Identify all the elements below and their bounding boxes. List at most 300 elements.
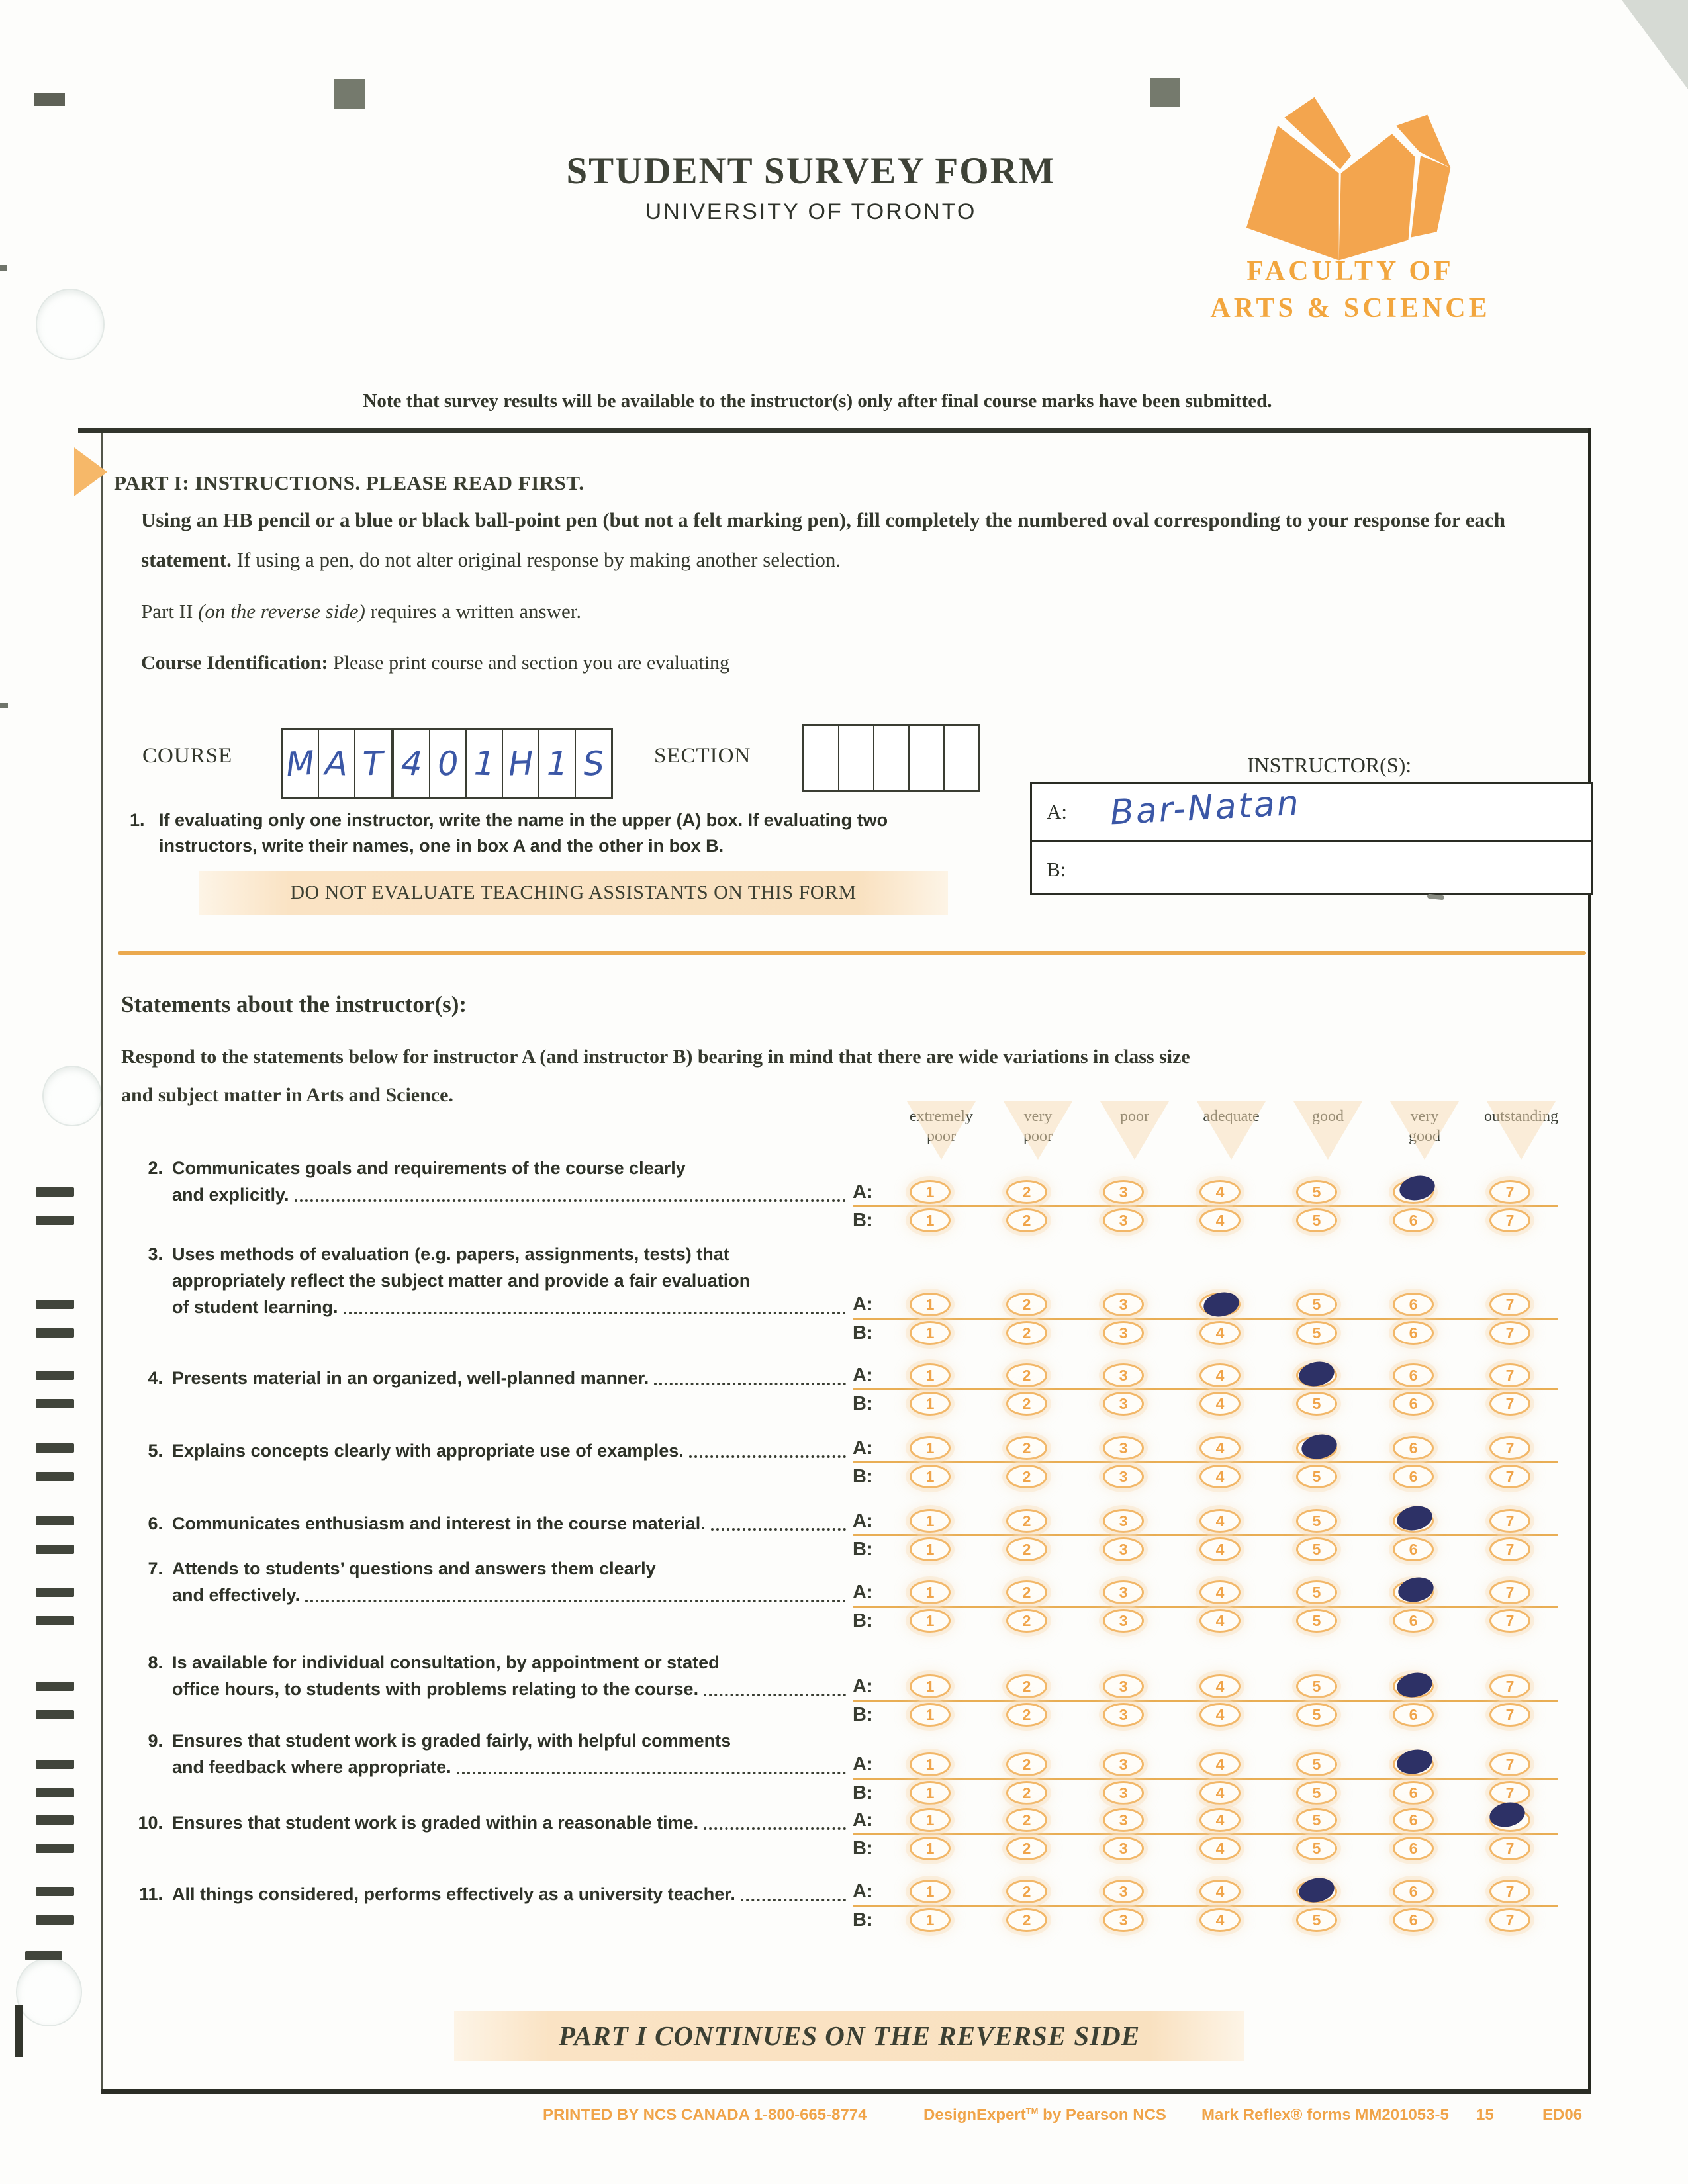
response-oval-a-7[interactable] <box>1489 1752 1530 1776</box>
response-oval-b-3[interactable] <box>1103 1609 1144 1633</box>
response-oval-a-6[interactable] <box>1393 1436 1434 1460</box>
oval-number: 6 <box>1409 1706 1418 1723</box>
timing-mark <box>36 1760 74 1769</box>
oval-number: 3 <box>1119 1512 1128 1529</box>
response-oval-b-2[interactable] <box>1006 1837 1047 1860</box>
response-oval-cell[interactable] <box>1172 1702 1268 1728</box>
response-oval-cell[interactable] <box>1268 1780 1365 1806</box>
response-oval-b-6[interactable] <box>1393 1703 1434 1727</box>
response-oval-b-1[interactable] <box>910 1392 951 1416</box>
response-oval-cell[interactable] <box>1462 1362 1558 1388</box>
response-oval-cell[interactable] <box>1075 1907 1172 1933</box>
response-oval-cell[interactable] <box>1172 1179 1268 1205</box>
response-oval-b-4[interactable] <box>1199 1781 1241 1805</box>
response-oval-b-7[interactable] <box>1489 1392 1530 1416</box>
response-oval-a-5[interactable] <box>1296 1674 1337 1698</box>
response-oval-b-7[interactable] <box>1489 1465 1530 1488</box>
response-oval-cell[interactable] <box>978 1780 1075 1806</box>
response-oval-cell[interactable] <box>1075 1207 1172 1234</box>
response-oval-cell[interactable] <box>1172 1435 1268 1461</box>
response-oval-b-1[interactable] <box>910 1208 951 1232</box>
response-oval-cell[interactable] <box>1462 1179 1558 1205</box>
response-oval-b-1[interactable] <box>910 1321 951 1345</box>
response-oval-cell[interactable] <box>1365 1673 1462 1700</box>
response-oval-cell[interactable] <box>1365 1702 1462 1728</box>
response-oval-a-4[interactable] <box>1199 1180 1241 1204</box>
course-box-cell[interactable] <box>467 730 503 797</box>
course-box-cell[interactable] <box>355 730 394 797</box>
section-boxes[interactable] <box>802 724 980 792</box>
response-oval-cell[interactable] <box>1462 1435 1558 1461</box>
timing-mark <box>36 1887 74 1896</box>
response-oval-b-1[interactable] <box>910 1703 951 1727</box>
section-box-cell[interactable] <box>945 726 978 790</box>
response-oval-cell[interactable] <box>882 1835 978 1862</box>
response-oval-cell[interactable] <box>1365 1878 1462 1905</box>
rating-row-b <box>853 1390 1558 1417</box>
response-oval-cell[interactable] <box>1365 1390 1462 1417</box>
response-oval-a-6[interactable] <box>1393 1808 1434 1832</box>
response-oval-cell[interactable] <box>1268 1390 1365 1417</box>
response-oval-cell[interactable] <box>1462 1463 1558 1490</box>
response-oval-cell[interactable] <box>1172 1807 1268 1833</box>
response-oval-cell[interactable] <box>1075 1751 1172 1778</box>
response-oval-b-5[interactable] <box>1296 1908 1337 1932</box>
response-oval-a-1[interactable] <box>910 1808 951 1832</box>
response-oval-b-7[interactable] <box>1489 1908 1530 1932</box>
response-oval-cell[interactable] <box>1365 1751 1462 1778</box>
response-oval-b-7[interactable] <box>1489 1609 1530 1633</box>
response-oval-b-7[interactable] <box>1489 1703 1530 1727</box>
response-oval-cell[interactable] <box>1268 1291 1365 1318</box>
hole-punch <box>16 1958 82 2026</box>
response-oval-cell[interactable] <box>1075 1463 1172 1490</box>
response-oval-cell[interactable] <box>882 1673 978 1700</box>
response-oval-b-6[interactable] <box>1393 1908 1434 1932</box>
response-oval-b-7[interactable] <box>1489 1321 1530 1345</box>
response-oval-b-1[interactable] <box>910 1781 951 1805</box>
response-oval-cell[interactable] <box>1365 1435 1462 1461</box>
response-oval-cell[interactable] <box>882 1179 978 1205</box>
response-oval-cell[interactable] <box>1365 1463 1462 1490</box>
course-box-cell[interactable] <box>539 730 576 797</box>
course-boxes[interactable] <box>281 728 613 799</box>
response-oval-cell[interactable] <box>1365 1579 1462 1606</box>
response-oval-b-5[interactable] <box>1296 1837 1337 1860</box>
response-oval-cell[interactable] <box>1172 1390 1268 1417</box>
oval-number: 3 <box>1119 1439 1128 1457</box>
response-oval-cell[interactable] <box>1075 1390 1172 1417</box>
response-oval-a-2[interactable] <box>1006 1808 1047 1832</box>
response-oval-b-2[interactable] <box>1006 1392 1047 1416</box>
response-oval-a-3[interactable] <box>1103 1580 1144 1604</box>
response-oval-a-2[interactable] <box>1006 1880 1047 1903</box>
section-box-cell[interactable] <box>910 726 945 790</box>
response-oval-cell[interactable] <box>1075 1702 1172 1728</box>
response-oval-a-1[interactable] <box>910 1293 951 1316</box>
response-oval-b-4[interactable] <box>1199 1609 1241 1633</box>
row-b-label: B: <box>853 1782 873 1803</box>
scale-label: very good <box>1409 1108 1440 1145</box>
scale-label: adequate <box>1203 1108 1260 1125</box>
response-oval-a-1[interactable] <box>910 1580 951 1604</box>
response-oval-cell[interactable] <box>1075 1291 1172 1318</box>
response-oval-a-5[interactable] <box>1296 1509 1337 1533</box>
response-oval-cell[interactable] <box>978 1608 1075 1634</box>
response-oval-a-4[interactable] <box>1199 1808 1241 1832</box>
response-oval-a-4[interactable] <box>1199 1509 1241 1533</box>
response-oval-b-7[interactable] <box>1489 1781 1530 1805</box>
response-oval-cell[interactable] <box>1462 1390 1558 1417</box>
response-oval-cell[interactable] <box>1268 1463 1365 1490</box>
response-oval-cell[interactable] <box>1365 1207 1462 1234</box>
response-oval-b-2[interactable] <box>1006 1703 1047 1727</box>
response-oval-a-1[interactable] <box>910 1180 951 1204</box>
response-oval-a-7[interactable] <box>1489 1880 1530 1903</box>
response-oval-cell[interactable] <box>1172 1362 1268 1388</box>
response-oval-cell[interactable] <box>1365 1907 1462 1933</box>
response-oval-b-7[interactable] <box>1489 1837 1530 1860</box>
response-oval-cell[interactable] <box>978 1390 1075 1417</box>
response-oval-b-3[interactable] <box>1103 1837 1144 1860</box>
response-oval-cell[interactable] <box>1075 1179 1172 1205</box>
response-oval-cell[interactable] <box>1268 1435 1365 1461</box>
response-oval-cell[interactable] <box>1075 1835 1172 1862</box>
response-oval-a-2[interactable] <box>1006 1293 1047 1316</box>
response-oval-a-1[interactable] <box>910 1752 951 1776</box>
response-oval-b-2[interactable] <box>1006 1208 1047 1232</box>
response-oval-cell[interactable] <box>882 1320 978 1346</box>
response-oval-b-6[interactable] <box>1393 1781 1434 1805</box>
question-text-last-line: Ensures that student work is graded within a reasonable time. <box>172 1813 699 1833</box>
response-oval-cell[interactable] <box>978 1835 1075 1862</box>
response-oval-a-2[interactable] <box>1006 1580 1047 1604</box>
response-oval-cell[interactable] <box>1462 1807 1558 1833</box>
response-oval-b-6[interactable] <box>1393 1837 1434 1860</box>
response-oval-b-3[interactable] <box>1103 1781 1144 1805</box>
response-oval-cell[interactable] <box>1462 1835 1558 1862</box>
response-oval-b-6[interactable] <box>1393 1609 1434 1633</box>
response-oval-b-6[interactable] <box>1393 1321 1434 1345</box>
response-oval-cell[interactable] <box>1462 1508 1558 1534</box>
response-oval-cell[interactable] <box>1172 1780 1268 1806</box>
response-oval-a-2[interactable] <box>1006 1363 1047 1387</box>
instructor-b-row[interactable] <box>1032 842 1591 893</box>
response-oval-cell[interactable] <box>1268 1673 1365 1700</box>
oval-number: 1 <box>925 1839 935 1857</box>
section-box-cell[interactable] <box>839 726 874 790</box>
course-box-cell[interactable] <box>503 730 539 797</box>
oval-number: 7 <box>1505 1439 1515 1457</box>
response-oval-a-1[interactable] <box>910 1880 951 1903</box>
response-oval-a-5[interactable] <box>1296 1293 1337 1316</box>
response-oval-cell[interactable] <box>1462 1673 1558 1700</box>
response-oval-cell[interactable] <box>1365 1291 1462 1318</box>
response-oval-b-5[interactable] <box>1296 1609 1337 1633</box>
response-oval-b-3[interactable] <box>1103 1392 1144 1416</box>
statements-intro-line2: and subject matter in Arts and Science. <box>121 1084 453 1106</box>
response-oval-cell[interactable] <box>978 1207 1075 1234</box>
response-oval-a-5[interactable] <box>1296 1580 1337 1604</box>
response-oval-b-5[interactable] <box>1296 1208 1337 1232</box>
response-oval-cell[interactable] <box>1172 1673 1268 1700</box>
response-oval-b-2[interactable] <box>1006 1781 1047 1805</box>
response-oval-a-3[interactable] <box>1103 1363 1144 1387</box>
response-oval-a-4[interactable] <box>1199 1363 1241 1387</box>
response-oval-cell[interactable] <box>1462 1291 1558 1318</box>
response-oval-b-5[interactable] <box>1296 1781 1337 1805</box>
response-oval-cell[interactable] <box>882 1435 978 1461</box>
response-oval-cell[interactable] <box>1172 1907 1268 1933</box>
response-oval-a-7[interactable] <box>1489 1293 1530 1316</box>
watermark-triangle <box>1004 1101 1072 1160</box>
response-oval-a-5[interactable] <box>1296 1180 1337 1204</box>
response-oval-cell[interactable] <box>1462 1320 1558 1346</box>
response-oval-cell[interactable] <box>1172 1207 1268 1234</box>
response-oval-cell[interactable] <box>1462 1751 1558 1778</box>
course-box-cell[interactable] <box>394 730 430 797</box>
response-oval-b-6[interactable] <box>1393 1208 1434 1232</box>
response-oval-a-4[interactable] <box>1199 1752 1241 1776</box>
course-box-cell[interactable] <box>576 730 611 797</box>
response-oval-b-2[interactable] <box>1006 1465 1047 1488</box>
response-oval-cell[interactable] <box>1268 1878 1365 1905</box>
response-oval-b-5[interactable] <box>1296 1392 1337 1416</box>
response-oval-a-3[interactable] <box>1103 1808 1144 1832</box>
response-oval-cell[interactable] <box>1172 1508 1268 1534</box>
response-oval-b-2[interactable] <box>1006 1609 1047 1633</box>
response-oval-b-7[interactable] <box>1489 1208 1530 1232</box>
response-oval-cell[interactable] <box>1365 1807 1462 1833</box>
response-oval-a-2[interactable] <box>1006 1509 1047 1533</box>
response-oval-cell[interactable] <box>1268 1835 1365 1862</box>
response-oval-b-3[interactable] <box>1103 1208 1144 1232</box>
watermark-triangle <box>1487 1101 1556 1160</box>
response-oval-a-2[interactable] <box>1006 1674 1047 1698</box>
response-oval-a-2[interactable] <box>1006 1436 1047 1460</box>
response-oval-a-1[interactable] <box>910 1674 951 1698</box>
section-box-cell[interactable] <box>874 726 910 790</box>
response-oval-a-2[interactable] <box>1006 1752 1047 1776</box>
response-oval-cell[interactable] <box>1075 1673 1172 1700</box>
question-text-line: Attends to students’ questions and answers them clearly <box>172 1559 656 1578</box>
response-oval-a-3[interactable] <box>1103 1752 1144 1776</box>
response-oval-cell[interactable] <box>882 1702 978 1728</box>
response-oval-cell[interactable] <box>1172 1291 1268 1318</box>
response-oval-cell[interactable] <box>1268 1579 1365 1606</box>
response-oval-cell[interactable] <box>978 1362 1075 1388</box>
response-oval-cell[interactable] <box>978 1702 1075 1728</box>
response-oval-cell[interactable] <box>1075 1362 1172 1388</box>
response-oval-cell[interactable] <box>882 1807 978 1833</box>
response-oval-cell[interactable] <box>978 1463 1075 1490</box>
response-oval-cell[interactable] <box>1075 1807 1172 1833</box>
response-oval-a-4[interactable] <box>1199 1880 1241 1903</box>
timing-mark <box>36 1682 74 1691</box>
response-oval-b-4[interactable] <box>1199 1465 1241 1488</box>
response-oval-cell[interactable] <box>1172 1878 1268 1905</box>
response-oval-cell[interactable] <box>1268 1702 1365 1728</box>
course-box-cell[interactable] <box>319 730 355 797</box>
response-oval-cell[interactable] <box>882 1751 978 1778</box>
response-oval-cell[interactable] <box>1172 1463 1268 1490</box>
response-oval-a-7[interactable] <box>1489 1674 1530 1698</box>
response-oval-a-2[interactable] <box>1006 1180 1047 1204</box>
response-oval-b-4[interactable] <box>1199 1908 1241 1932</box>
response-oval-a-3[interactable] <box>1103 1509 1144 1533</box>
response-oval-cell[interactable] <box>978 1179 1075 1205</box>
response-oval-cell[interactable] <box>1075 1878 1172 1905</box>
response-oval-cell[interactable] <box>882 1362 978 1388</box>
response-oval-cell[interactable] <box>882 1207 978 1234</box>
response-oval-cell[interactable] <box>1172 1751 1268 1778</box>
response-oval-cell[interactable] <box>978 1435 1075 1461</box>
response-oval-cell[interactable] <box>978 1291 1075 1318</box>
response-oval-cell[interactable] <box>882 1878 978 1905</box>
response-oval-cell[interactable] <box>1075 1579 1172 1606</box>
response-oval-a-4[interactable] <box>1199 1436 1241 1460</box>
response-oval-b-5[interactable] <box>1296 1703 1337 1727</box>
response-oval-b-1[interactable] <box>910 1837 951 1860</box>
response-oval-a-1[interactable] <box>910 1436 951 1460</box>
response-oval-a-7[interactable] <box>1489 1509 1530 1533</box>
instructor-a-row[interactable] <box>1032 784 1591 840</box>
response-oval-b-3[interactable] <box>1103 1465 1144 1488</box>
response-oval-cell[interactable] <box>882 1907 978 1933</box>
response-oval-cell[interactable] <box>978 1907 1075 1933</box>
section-box-cell[interactable] <box>804 726 839 790</box>
response-oval-a-4[interactable] <box>1199 1580 1241 1604</box>
response-oval-a-5[interactable] <box>1296 1752 1337 1776</box>
response-oval-cell[interactable] <box>1462 1702 1558 1728</box>
response-oval-cell[interactable] <box>1268 1207 1365 1234</box>
scale-label: poor <box>1120 1108 1149 1125</box>
response-oval-cell[interactable] <box>1172 1320 1268 1346</box>
response-oval-cell[interactable] <box>1268 1751 1365 1778</box>
response-oval-b-1[interactable] <box>910 1908 951 1932</box>
response-oval-cell[interactable] <box>882 1579 978 1606</box>
oval-number: 3 <box>1119 1583 1128 1601</box>
response-oval-cell[interactable] <box>978 1320 1075 1346</box>
response-oval-cell[interactable] <box>1075 1435 1172 1461</box>
course-box-cell[interactable] <box>430 730 467 797</box>
hole-punch <box>42 1066 102 1126</box>
response-oval-cell[interactable] <box>882 1463 978 1490</box>
response-oval-cell[interactable] <box>1365 1780 1462 1806</box>
response-oval-cell[interactable] <box>1268 1508 1365 1534</box>
response-oval-b-6[interactable] <box>1393 1465 1434 1488</box>
response-oval-a-7[interactable] <box>1489 1363 1530 1387</box>
response-oval-cell[interactable] <box>1365 1608 1462 1634</box>
response-oval-b-4[interactable] <box>1199 1837 1241 1860</box>
response-oval-a-6[interactable] <box>1393 1363 1434 1387</box>
response-oval-cell[interactable] <box>1462 1579 1558 1606</box>
response-oval-cell[interactable] <box>1268 1907 1365 1933</box>
response-oval-cell[interactable] <box>1462 1878 1558 1905</box>
response-oval-a-6[interactable] <box>1393 1880 1434 1903</box>
response-oval-a-6[interactable] <box>1393 1293 1434 1316</box>
response-oval-cell[interactable] <box>1365 1835 1462 1862</box>
response-oval-b-4[interactable] <box>1199 1392 1241 1416</box>
response-oval-b-5[interactable] <box>1296 1321 1337 1345</box>
response-oval-a-3[interactable] <box>1103 1880 1144 1903</box>
response-oval-cell[interactable] <box>1172 1835 1268 1862</box>
response-oval-cell[interactable] <box>1075 1780 1172 1806</box>
results-note: Note that survey results will be available to the instructor(s) only after final course marks have been submitted. <box>363 390 1272 412</box>
response-oval-b-3[interactable] <box>1103 1908 1144 1932</box>
response-oval-cell[interactable] <box>882 1780 978 1806</box>
response-oval-cell[interactable] <box>1365 1508 1462 1534</box>
response-oval-cell[interactable] <box>1462 1207 1558 1234</box>
response-oval-cell[interactable] <box>978 1807 1075 1833</box>
response-oval-a-1[interactable] <box>910 1509 951 1533</box>
response-oval-cell[interactable] <box>1462 1608 1558 1634</box>
response-oval-cell[interactable] <box>978 1508 1075 1534</box>
response-oval-cell[interactable] <box>882 1390 978 1417</box>
course-box-cell[interactable] <box>283 730 319 797</box>
response-oval-a-7[interactable] <box>1489 1436 1530 1460</box>
response-oval-cell[interactable] <box>1268 1362 1365 1388</box>
response-oval-b-3[interactable] <box>1103 1703 1144 1727</box>
response-oval-b-1[interactable] <box>910 1609 951 1633</box>
course-handwritten-char: 1 <box>473 744 496 784</box>
response-oval-a-4[interactable] <box>1199 1674 1241 1698</box>
response-oval-cell[interactable] <box>978 1751 1075 1778</box>
response-oval-a-7[interactable] <box>1489 1180 1530 1204</box>
response-oval-cell[interactable] <box>882 1291 978 1318</box>
response-oval-a-5[interactable] <box>1296 1808 1337 1832</box>
response-oval-cell[interactable] <box>1268 1807 1365 1833</box>
response-oval-cell[interactable] <box>978 1878 1075 1905</box>
response-oval-cell[interactable] <box>978 1579 1075 1606</box>
response-oval-cell[interactable] <box>1268 1179 1365 1205</box>
response-oval-b-4[interactable] <box>1199 1703 1241 1727</box>
response-oval-b-5[interactable] <box>1296 1465 1337 1488</box>
row-a-label: A: <box>853 1293 873 1315</box>
dotted-leader <box>305 1582 846 1602</box>
response-oval-cell[interactable] <box>1268 1320 1365 1346</box>
response-oval-a-3[interactable] <box>1103 1293 1144 1316</box>
response-oval-cell[interactable] <box>1075 1508 1172 1534</box>
response-oval-b-1[interactable] <box>910 1465 951 1488</box>
response-oval-a-1[interactable] <box>910 1363 951 1387</box>
oval-number: 4 <box>1215 1612 1225 1629</box>
response-oval-a-7[interactable] <box>1489 1580 1530 1604</box>
response-oval-cell[interactable] <box>978 1673 1075 1700</box>
response-oval-cell[interactable] <box>1172 1608 1268 1634</box>
response-oval-cell[interactable] <box>1172 1579 1268 1606</box>
response-oval-a-3[interactable] <box>1103 1436 1144 1460</box>
response-oval-cell[interactable] <box>1075 1320 1172 1346</box>
response-oval-cell[interactable] <box>1268 1608 1365 1634</box>
response-oval-a-3[interactable] <box>1103 1674 1144 1698</box>
response-oval-cell[interactable] <box>1365 1179 1462 1205</box>
response-oval-cell[interactable] <box>1365 1320 1462 1346</box>
response-oval-b-4[interactable] <box>1199 1208 1241 1232</box>
response-oval-b-6[interactable] <box>1393 1392 1434 1416</box>
response-oval-cell[interactable] <box>1462 1907 1558 1933</box>
timing-mark <box>36 1443 74 1453</box>
response-oval-cell[interactable] <box>1075 1608 1172 1634</box>
response-oval-cell[interactable] <box>882 1608 978 1634</box>
response-oval-b-4[interactable] <box>1199 1321 1241 1345</box>
response-oval-b-3[interactable] <box>1103 1321 1144 1345</box>
response-oval-cell[interactable] <box>1365 1362 1462 1388</box>
response-oval-cell[interactable] <box>882 1508 978 1534</box>
response-oval-b-2[interactable] <box>1006 1321 1047 1345</box>
response-oval-a-3[interactable] <box>1103 1180 1144 1204</box>
response-oval-b-2[interactable] <box>1006 1908 1047 1932</box>
